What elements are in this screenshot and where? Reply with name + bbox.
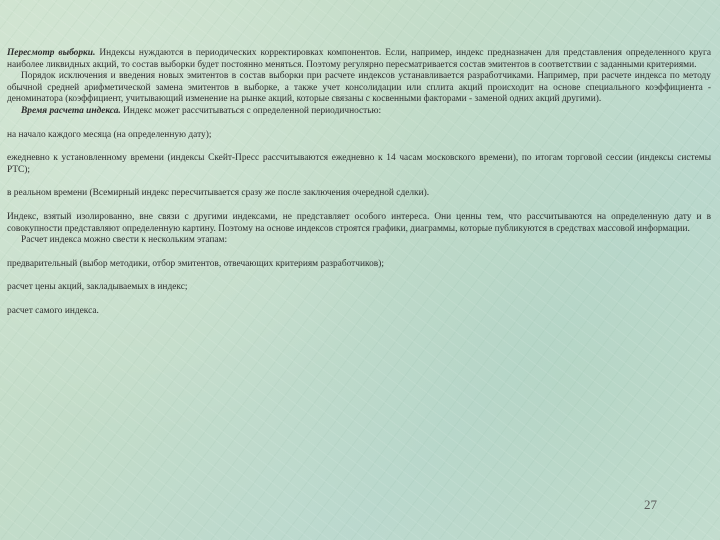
list-item-preliminary: предварительный (выбор методики, отбор эмитентов, отвечающих критериям разработчиков); <box>7 258 384 269</box>
paragraph-calc-time <box>7 106 711 118</box>
paragraph-stages-intro: Расчет индекса можно свести к нескольким этапам: <box>21 235 228 246</box>
text-review: Индексы нуждаются в периодических корректировках компонентов. Если, например, индекс предназначен для представления определенного круга наиболее ликвидных акций, то состав выборки будет постоянно меняться. Поэтому регулярно пересматривается состав эмитентов в соответствии с заданными критериями. <box>7 48 711 70</box>
list-item-monthly: на начало каждого месяца (на определенную дату); <box>7 129 212 140</box>
page-number: 27 <box>644 497 657 512</box>
list-item-daily: ежедневно к установленному времени (индексы Скейт-Пресс рассчитываются ежедневно к 14 часам московского времени), по итогам торговой сессии (индексы системы РТС); <box>7 153 711 175</box>
paragraph-index-value: Индекс, взятый изолированно, вне связи с другими индексами, не представляет особого интереса. Они ценны тем, что рассчитываются на определенную дату и в совокупности представляют определенную картину. Поэтому на основе индексов строятся графики, диаграммы, которые публикуются в средствах массовой информации. <box>7 211 711 234</box>
paragraph-review <box>7 48 711 71</box>
text-calc-time: Индекс может рассчитываться с определенной периодичностью: <box>120 105 382 116</box>
heading-calc-time: Время расчета индекса. <box>21 105 121 116</box>
list-item-price-calc: расчет цены акций, закладываемых в индекс; <box>7 282 188 293</box>
list-item-index-calc: расчет самого индекса. <box>7 305 99 316</box>
list-item-realtime: в реальном времени (Всемирный индекс пересчитывается сразу же после заключения очередной сделки). <box>7 188 430 199</box>
heading-review: Пересмотр выборки. <box>7 48 96 58</box>
document-body <box>7 48 711 318</box>
paragraph-exclusion-order: Порядок исключения и введения новых эмитентов в состав выборки при расчете индексов устанавливается разработчиками. Например, при расчете индекса по методу обычной средней арифметической замена эмитентов в выборке, а также учет консолидации или сплита акций происходит на основе специального коэффициента - деноминатора (коэффициент, учитывающий изменение на рынке акций, которые связаны с косвенными факторами - заменой одних акций другими). <box>7 71 711 105</box>
